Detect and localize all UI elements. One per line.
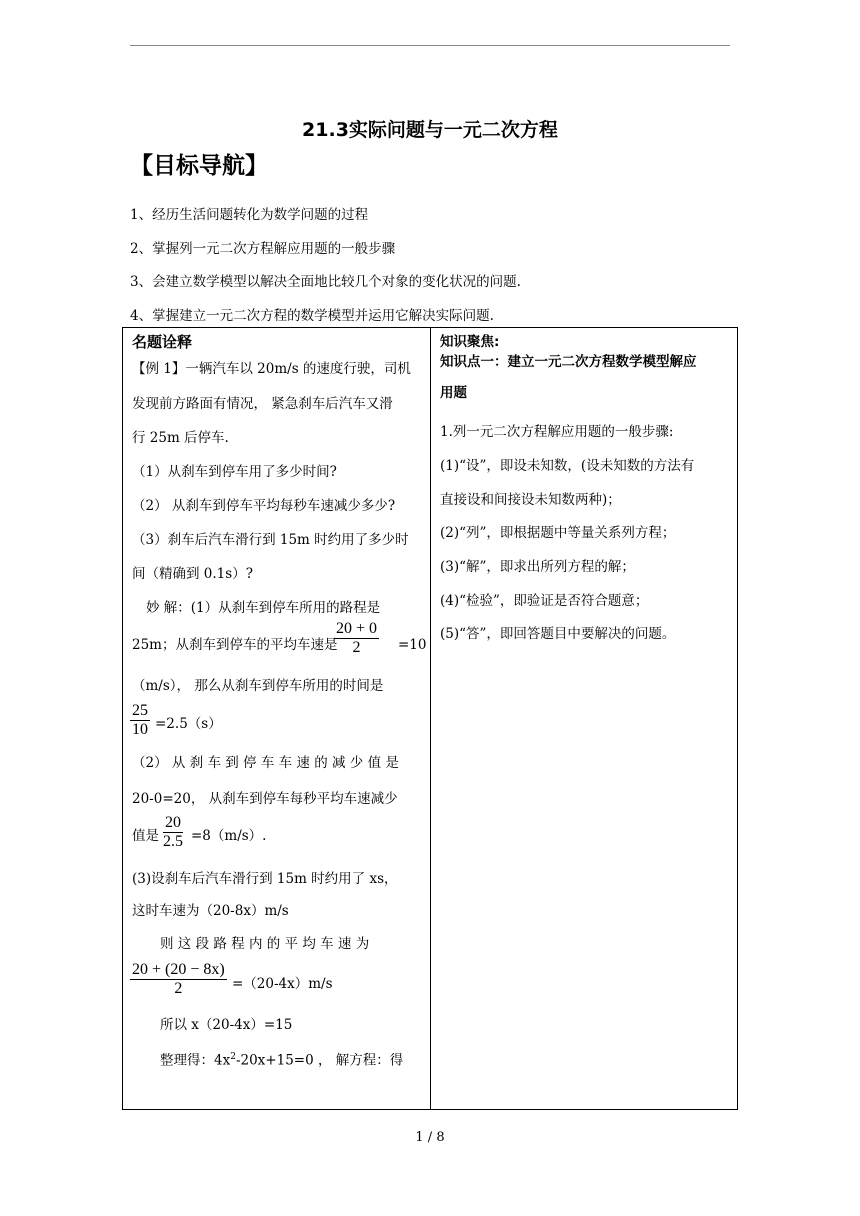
column-divider <box>430 328 431 1109</box>
fraction-denominator: 10 <box>132 721 148 738</box>
knowledge-text-line: 直接设和间接设未知数两种)； <box>440 492 621 508</box>
solution-line: 妙 解：(1）从刹车到停车所用的路程是 <box>146 600 381 616</box>
content-table <box>122 327 738 1110</box>
question-line: 间（精确到 0.1s）? <box>132 566 253 582</box>
solution-line: =10 <box>398 637 427 653</box>
fraction-denominator: 2 <box>352 639 361 656</box>
question-line: （3）刹车后汽车滑行到 15m 时约用了多少时 <box>132 532 409 548</box>
solution-line: =8（m/s）. <box>191 828 267 844</box>
fraction-denominator: 2.5 <box>163 833 183 850</box>
fraction-time <box>130 702 150 739</box>
fraction-numerator: 25 <box>132 702 148 719</box>
example-text-line: 发现前方路面有情况， 紧急刹车后汽车又滑 <box>132 396 393 412</box>
knowledge-text-line: (1)“设”，即设未知数，(设未知数的方法有 <box>440 458 695 474</box>
solution-line: 所以 x（20-4x）=15 <box>160 1017 293 1033</box>
fraction-deceleration <box>161 814 185 851</box>
header-rule <box>130 45 730 46</box>
solution-line: 则 这 段 路 程 内 的 平 均 车 速 为 <box>160 936 370 952</box>
equation-text: 整理得：4x <box>160 1052 231 1069</box>
knowledge-point-title: 用题 <box>440 385 467 401</box>
goal-item: 4、掌握建立一元二次方程的数学模型并运用它解决实际问题. <box>130 308 494 324</box>
solution-line: （2） 从 刹 车 到 停 车 车 速 的 减 少 值 是 <box>132 755 399 771</box>
fraction-denominator: 2 <box>174 980 183 997</box>
left-column-header: 名题诠释 <box>132 333 193 351</box>
fraction-numerator: 20 + (20 − 8x) <box>132 961 225 978</box>
solution-line: 值是 <box>132 828 159 844</box>
solution-line: =（20-4x）m/s <box>232 976 333 992</box>
goal-item: 1、经历生活问题转化为数学问题的过程 <box>130 207 369 223</box>
knowledge-text-line: (2)“列”，即根据题中等量关系列方程； <box>440 525 676 541</box>
solution-line: =2.5（s） <box>155 716 222 732</box>
solution-line: 这时车速为（20-8x）m/s <box>132 903 289 919</box>
fraction-average-speed-3 <box>130 961 227 998</box>
solution-line: （m/s）， 那么从刹车到停车所用的时间是 <box>132 678 384 694</box>
knowledge-text-line: 1.列一元二次方程解应用题的一般步骤: <box>440 424 674 440</box>
solution-line: (3)设刹车后汽车滑行到 15m 时约用了 xs， <box>132 871 398 887</box>
fraction-numerator: 20 + 0 <box>336 620 378 637</box>
goal-item: 2、掌握列一元二次方程解应用题的一般步骤 <box>130 241 396 257</box>
equation-text: -20x+15=0 ， 解方程：得 <box>235 1052 404 1069</box>
fraction-numerator: 20 <box>165 814 181 831</box>
question-line: （1）从刹车到停车用了多少时间? <box>132 464 337 480</box>
knowledge-point-title: 知识点一：建立一元二次方程数学模型解应 <box>440 354 697 370</box>
section-title-goals: 【目标导航】 <box>130 153 268 179</box>
document-title: 21.3实际问题与一元二次方程 <box>302 119 558 141</box>
solution-line: 25m；从刹车到停车的平均车速是 <box>132 637 338 653</box>
exponent: 2 <box>230 1052 236 1062</box>
solution-line: 20-0=20， 从刹车到停车每秒平均车速减少 <box>132 791 398 807</box>
page-number: 1 / 8 <box>415 1130 445 1145</box>
fraction-average-speed <box>334 620 379 657</box>
right-column-header: 知识聚焦: <box>440 334 500 350</box>
solution-line <box>160 1049 403 1069</box>
example-text-line: 【例 1】一辆汽车以 20m/s 的速度行驶，司机 <box>132 361 411 377</box>
knowledge-text-line: (3)“解”，即求出所列方程的解； <box>440 559 635 575</box>
example-text-line: 行 25m 后停车. <box>132 430 229 446</box>
knowledge-text-line: (4)“检验”，即验证是否符合题意； <box>440 593 649 609</box>
knowledge-text-line: (5)“答”，即回答题目中要解决的问题。 <box>440 626 676 642</box>
goal-item: 3、会建立数学模型以解决全面地比较几个对象的变化状况的问题. <box>130 274 521 290</box>
question-line: （2） 从刹车到停车平均每秒车速减少多少? <box>132 498 396 514</box>
